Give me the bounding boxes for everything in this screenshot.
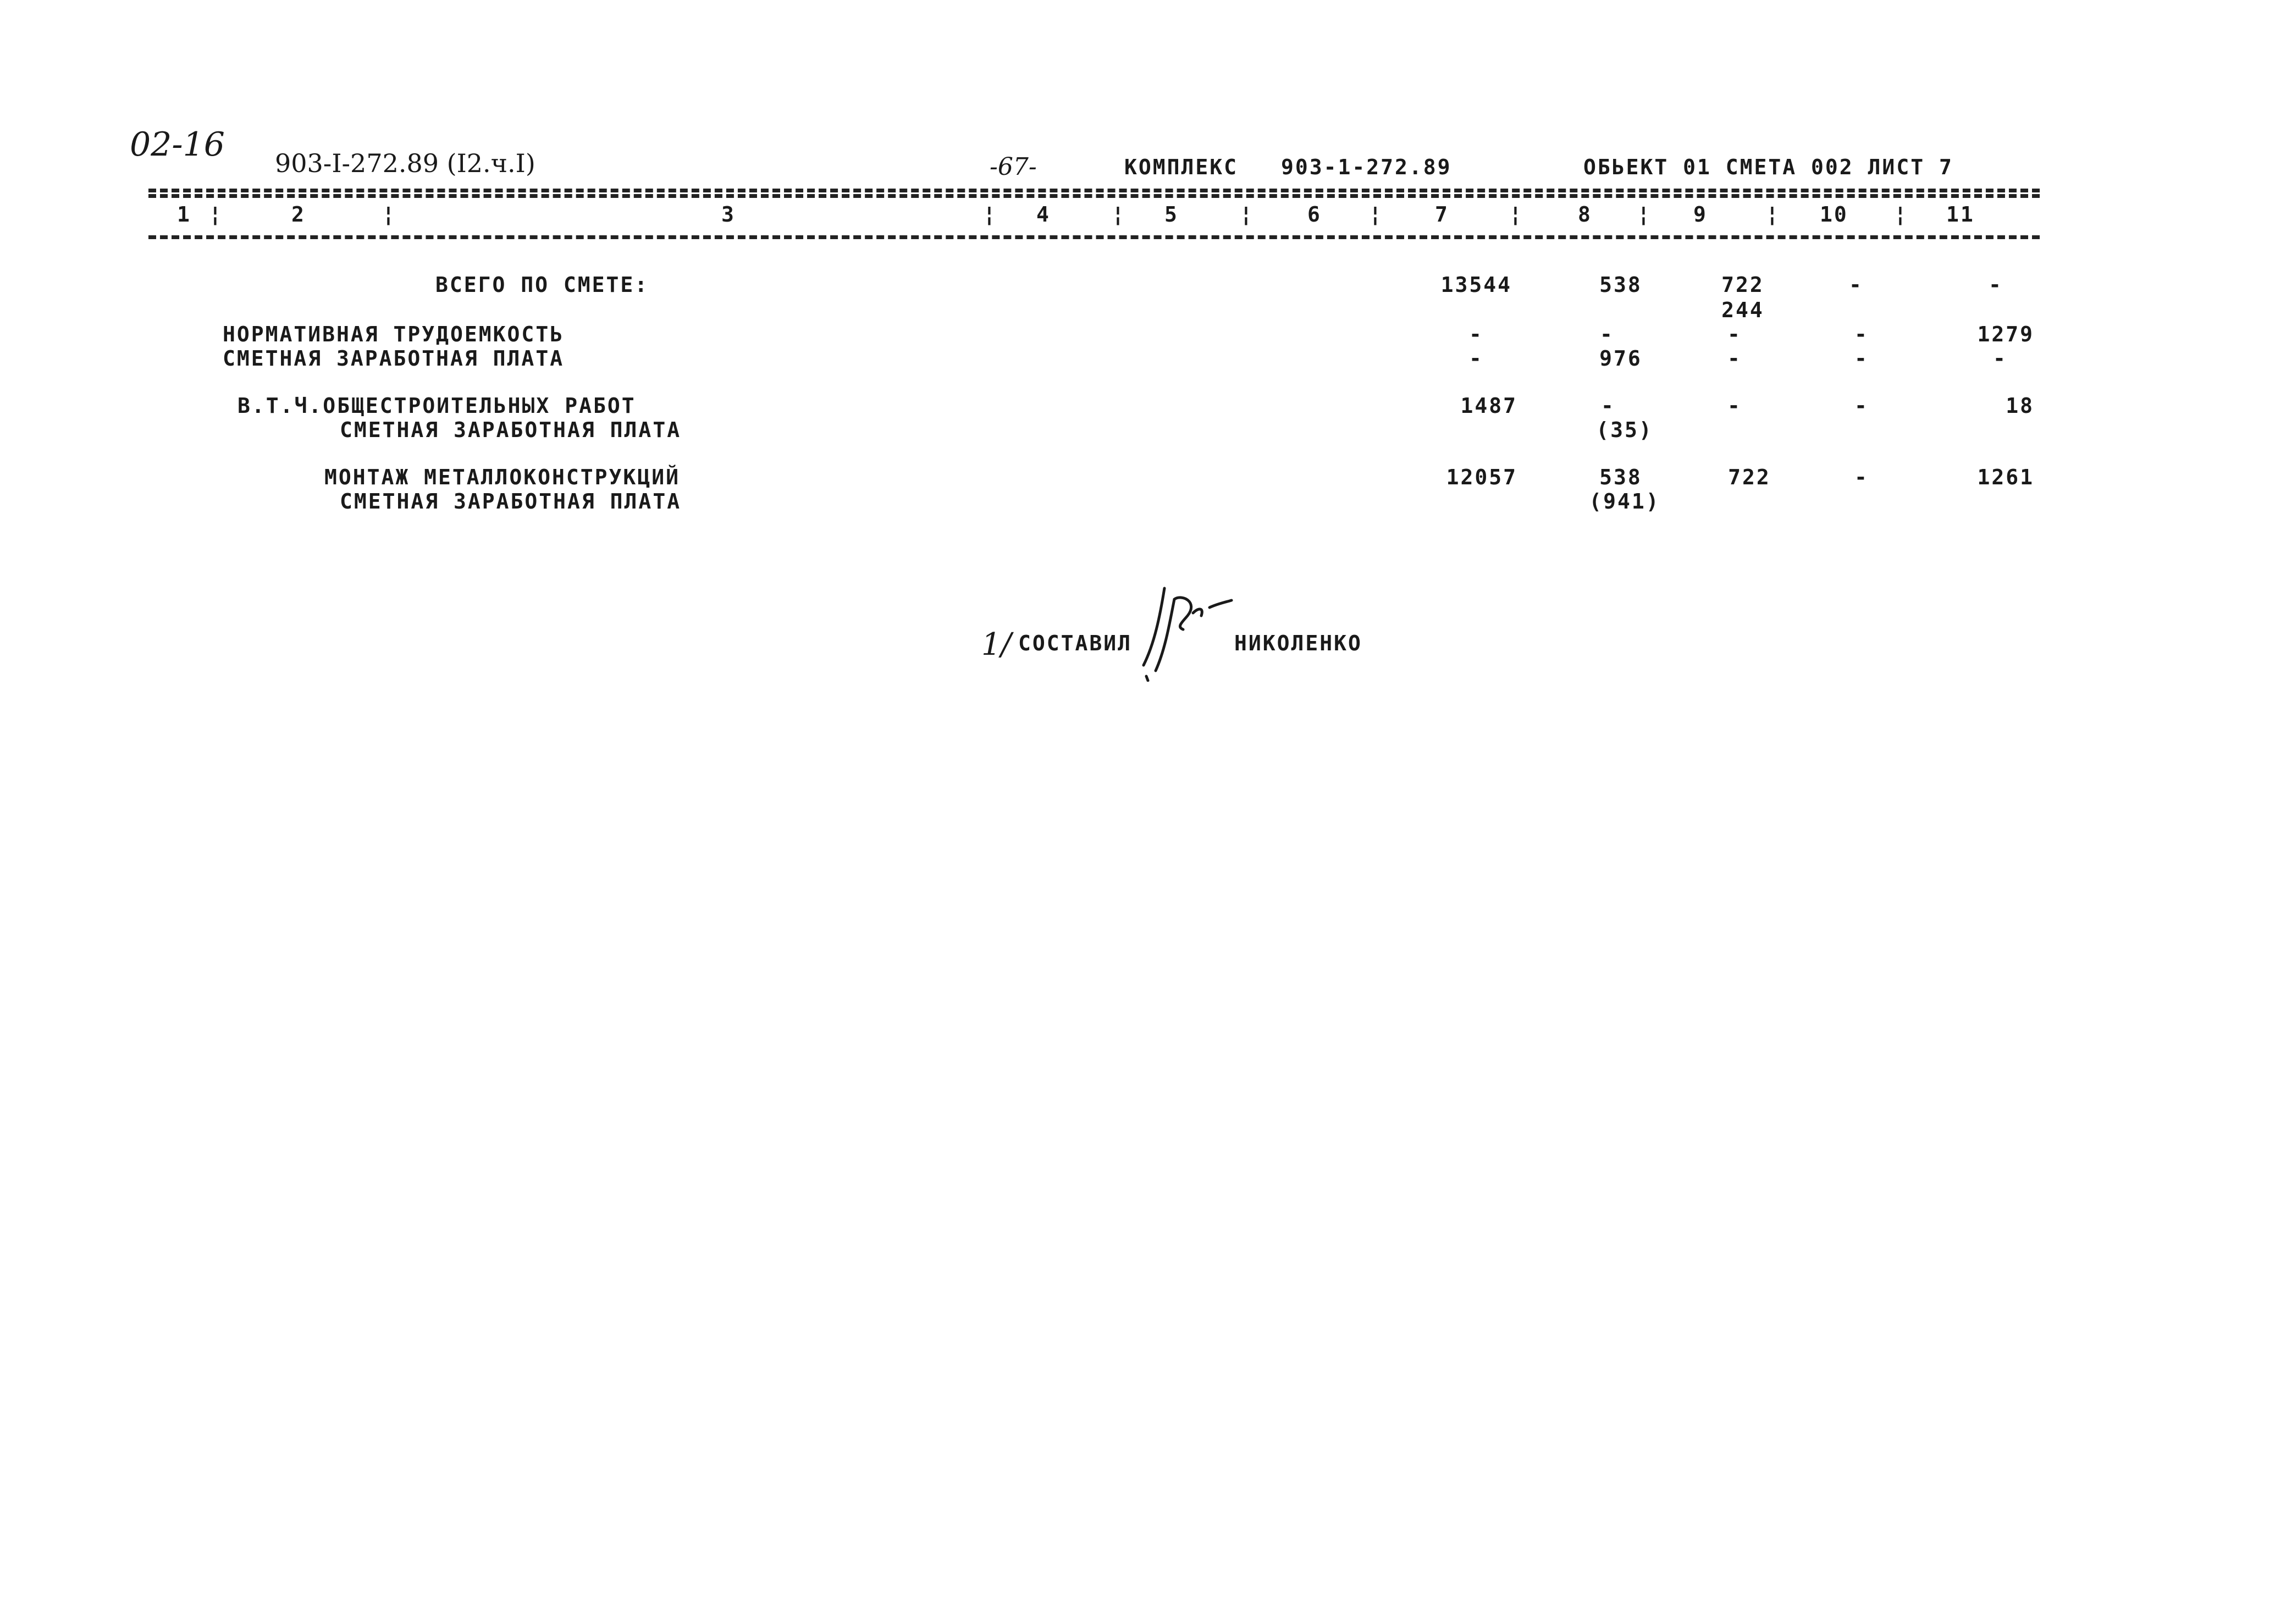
complex-code: 903-1-272.89 [1281,155,1452,179]
cell-col8: 976 [1599,346,1642,371]
cell-col11: 1279 [1977,322,2034,346]
column-divider: ¦ [1369,202,1383,227]
cell-col9: 722 [1721,273,1764,297]
cell-col8-sub: (35) [1596,418,1653,442]
object-info: ОБЬЕКТ 01 СМЕТА 002 ЛИСТ 7 [1583,155,1953,179]
cell-col10: - [1854,322,1869,346]
cell-col10: - [1854,346,1869,371]
cell-col11: 18 [2006,394,2034,418]
cell-col11: - [1989,273,2003,297]
column-divider: ¦ [209,202,223,227]
cell-col10: - [1854,394,1869,418]
column-header-3: 3 [721,202,736,227]
column-header-1: 1 [177,202,191,227]
cell-col8: 538 [1599,273,1642,297]
cell-col11: 1261 [1977,465,2034,489]
row-sublabel: СМЕТНАЯ ЗАРАБОТНАЯ ПЛАТА [340,418,682,442]
compiled-label: СОСТАВИЛ [1018,631,1133,655]
cell-col7: - [1469,346,1483,371]
cell-col9: - [1727,346,1742,371]
cell-col9: 722 [1728,465,1771,489]
row-label: НОРМАТИВНАЯ ТРУДОЕМКОСТЬ [223,322,565,346]
column-header-6: 6 [1307,202,1322,227]
signature-icon [1122,583,1237,682]
cell-col11: - [1993,346,2007,371]
column-header-10: 10 [1820,202,1848,227]
column-header-5: 5 [1164,202,1179,227]
row-label: СМЕТНАЯ ЗАРАБОТНАЯ ПЛАТА [223,346,565,371]
compiled-name: НИКОЛЕНКО [1234,631,1362,655]
column-divider: ¦ [1112,202,1126,227]
row-label: ВСЕГО ПО СМЕТЕ: [435,273,649,297]
row-label: МОНТАЖ МЕТАЛЛОКОНСТРУКЦИЙ [324,465,680,489]
column-divider: ¦ [1637,202,1652,227]
cell-col8: - [1601,394,1615,418]
column-divider: ¦ [1766,202,1780,227]
column-divider: ¦ [382,202,396,227]
cell-col8: 538 [1599,465,1642,489]
column-header-9: 9 [1693,202,1708,227]
column-header-7: 7 [1435,202,1449,227]
margin-note: 02-16 [130,125,225,164]
margin-mark: 1/ [981,627,1012,662]
cell-col9-sub: 244 [1721,298,1764,322]
row-sublabel: СМЕТНАЯ ЗАРАБОТНАЯ ПЛАТА [340,489,682,513]
cell-col9: - [1727,394,1742,418]
top-rule-2 [148,194,2040,198]
column-header-8: 8 [1578,202,1592,227]
column-divider: ¦ [983,202,997,227]
header-bottom-rule [148,235,2040,239]
cell-col8-sub: (941) [1589,489,1660,513]
column-divider: ¦ [1240,202,1254,227]
top-rule [148,189,2040,192]
cell-col8: - [1600,322,1614,346]
column-divider: ¦ [1509,202,1523,227]
page-number: -67- [990,153,1037,181]
cell-col7: 12057 [1446,465,1517,489]
cell-col9: - [1727,322,1742,346]
cell-col10: - [1849,273,1863,297]
column-header-11: 11 [1946,202,1975,227]
column-divider: ¦ [1894,202,1908,227]
document-code: 903-I-272.89 (I2.ч.I) [275,148,535,178]
cell-col7: 1487 [1460,394,1517,418]
cell-col7: - [1469,322,1483,346]
column-header-4: 4 [1036,202,1051,227]
column-header-2: 2 [291,202,306,227]
cell-col10: - [1854,465,1869,489]
cell-col7: 13544 [1440,273,1512,297]
row-label: В.Т.Ч.ОБЩЕСТРОИТЕЛЬНЫХ РАБОТ [238,394,636,418]
complex-label: КОМПЛЕКС [1124,155,1239,179]
